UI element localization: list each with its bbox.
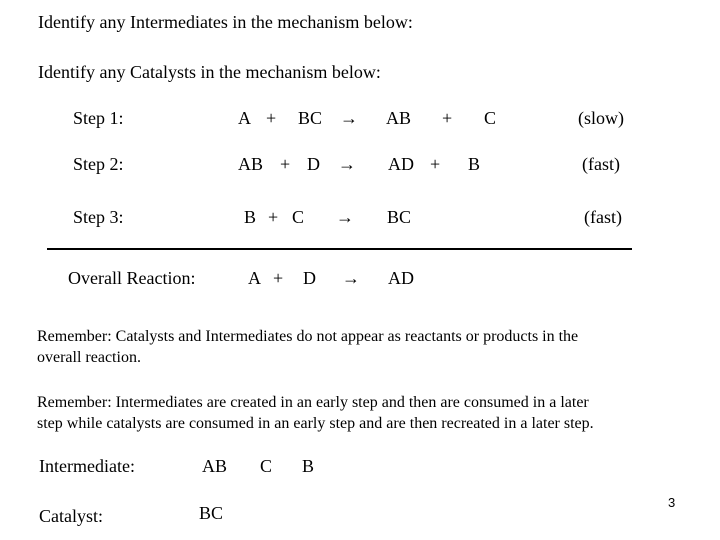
reminder-1-line-2: overall reaction. xyxy=(37,349,141,366)
question-catalysts: Identify any Catalysts in the mechanism below: xyxy=(38,62,381,82)
reaction-arrow: → xyxy=(336,207,354,227)
rate-label: (fast) xyxy=(584,207,622,227)
plus-sign: + xyxy=(430,154,441,174)
reactant: D xyxy=(303,268,316,288)
rate-label: (fast) xyxy=(582,154,620,174)
plus-sign: + xyxy=(266,108,277,128)
reminder-1-line-1: Remember: Catalysts and Intermediates do not appear as reactants or products in the xyxy=(37,328,579,345)
page-number: 3 xyxy=(668,495,676,510)
plus-sign: + xyxy=(268,207,279,227)
reactant: C xyxy=(292,207,305,227)
catalyst-label: Catalyst: xyxy=(39,506,103,526)
reaction-arrow: → xyxy=(340,108,358,128)
plus-sign: + xyxy=(280,154,291,174)
question-intermediates: Identify any Intermediates in the mechanism below: xyxy=(38,12,413,32)
product: BC xyxy=(387,207,412,227)
product: B xyxy=(468,154,481,174)
product: AD xyxy=(388,268,414,288)
intermediate-answer: B xyxy=(302,456,315,476)
intermediate-label: Intermediate: xyxy=(39,456,135,476)
product: AB xyxy=(386,108,412,128)
plus-sign: + xyxy=(273,268,284,288)
step-label: Step 1: xyxy=(73,108,124,128)
reactant: BC xyxy=(298,108,323,128)
reaction-arrow: → xyxy=(338,154,356,174)
step-label: Step 2: xyxy=(73,154,124,174)
reactant: B xyxy=(244,207,257,227)
overall-label: Overall Reaction: xyxy=(68,268,196,288)
catalyst-answer: BC xyxy=(199,503,224,523)
product: AD xyxy=(388,154,414,174)
reminder-2-line-1: Remember: Intermediates are created in an early step and then are consumed in a later xyxy=(37,394,589,411)
reactant: A xyxy=(248,268,261,288)
reactant: A xyxy=(238,108,251,128)
intermediate-answer: AB xyxy=(202,456,228,476)
reminder-2-line-2: step while catalysts are consumed in an early step and are then recreated in a later step. xyxy=(37,415,594,432)
step-label: Step 3: xyxy=(73,207,124,227)
product: C xyxy=(484,108,497,128)
intermediate-answer: C xyxy=(260,456,273,476)
rate-label: (slow) xyxy=(578,108,624,128)
reactant: AB xyxy=(238,154,264,174)
sum-divider-line xyxy=(47,248,632,250)
reaction-arrow: → xyxy=(342,268,360,288)
reactant: D xyxy=(307,154,320,174)
plus-sign: + xyxy=(442,108,453,128)
